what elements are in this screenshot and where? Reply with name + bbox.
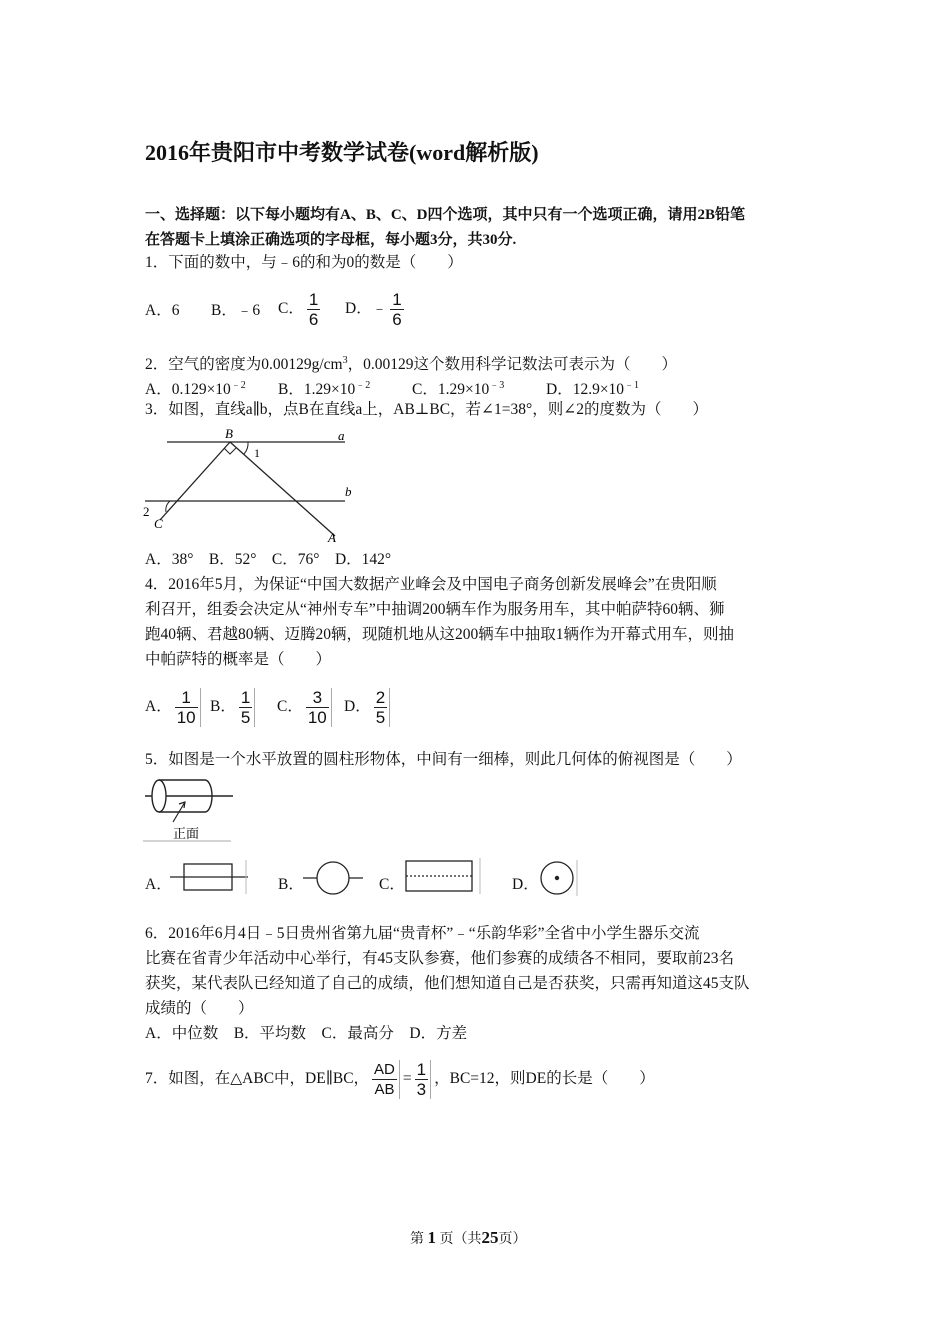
fraction-numerator: 1 xyxy=(416,1060,427,1079)
section-header-line2: 在答题卡上填涂正确选项的字母框，每小题3分，共30分. xyxy=(145,232,517,248)
fraction-numerator: 1 xyxy=(308,290,319,309)
fraction-numerator: 3 xyxy=(312,688,323,707)
q1-stem: 1．下面的数中，与﹣6的和为0的数是（ ） xyxy=(145,254,463,271)
q4-line2: 利召开，组委会决定从“神州专车”中抽调200辆车作为服务用车，其中帕萨特60辆、狮 xyxy=(145,601,725,618)
q7-fraction-ad-ab xyxy=(372,1060,400,1099)
q4-option-d xyxy=(344,688,393,727)
q1-option-c xyxy=(278,290,323,329)
q3-options: A．38° B．52° C．76° D．142° xyxy=(145,551,392,568)
q5-b-label: B． xyxy=(278,876,304,893)
fraction-numerator: AD xyxy=(374,1061,395,1078)
q6-line2: 比赛在省青少年活动中心举行，有45支队参赛，他们参赛的成绩各不相同，要取前23名 xyxy=(145,950,735,967)
label-angle-1: 1 xyxy=(254,446,260,460)
q4-d-fraction xyxy=(374,688,390,727)
q4-b-label: B． xyxy=(210,698,236,716)
fraction-denominator: 5 xyxy=(375,708,386,727)
fraction-numerator: 1 xyxy=(392,290,402,309)
q6-options: A．中位数 B．平均数 C．最高分 D．方差 xyxy=(145,1025,468,1042)
label-B: B xyxy=(225,426,233,441)
q2-c-base: C．1.29×10 xyxy=(412,381,490,399)
fraction-numerator: 1 xyxy=(181,688,191,707)
q2-superscript: 3 xyxy=(342,355,348,366)
q1-c-label: C． xyxy=(278,300,304,318)
q4-option-a xyxy=(145,688,204,727)
q2-stem-text: 2．空气的密度为0.00129g/cm xyxy=(145,356,343,374)
q1-option-a: A．6 xyxy=(145,302,180,319)
fraction-denominator: AB xyxy=(374,1081,395,1098)
q5-option-c-figure xyxy=(402,858,482,896)
q2-d-base: D．12.9×10 xyxy=(546,381,625,399)
q7-fraction-one-third xyxy=(415,1060,431,1099)
q5-a-label: A． xyxy=(145,876,172,893)
center-dot xyxy=(555,876,559,880)
q4-b-fraction xyxy=(239,688,255,727)
q2-a-exp: ﹣2 xyxy=(230,380,246,391)
label-b: b xyxy=(345,484,352,499)
q6-line3: 获奖，某代表队已经知道了自己的成绩，他们想知道自己是否获奖，只需再知道这45支队 xyxy=(145,975,750,992)
q4-option-c xyxy=(277,688,335,727)
q5-c-label: C． xyxy=(379,876,405,893)
q4-line3: 跑40辆、君越80辆、迈腾20辆，现随机地从这200辆车中抽取1辆作为开幕式用车，则抽 xyxy=(145,626,735,643)
q4-option-b xyxy=(210,688,258,727)
q7-stem xyxy=(145,1060,655,1099)
q4-c-label: C． xyxy=(277,698,303,716)
fraction-denominator: 3 xyxy=(416,1080,427,1099)
page-footer xyxy=(410,1228,527,1248)
q1-option-d xyxy=(345,290,407,329)
q7-stem-text: 7．如图，在△ABC中，DE∥BC， xyxy=(145,1070,370,1088)
segment-ba xyxy=(230,442,335,536)
q1-d-fraction xyxy=(390,290,403,329)
q4-line4: 中帕萨特的概率是（ ） xyxy=(145,651,332,668)
section-header-line1: 一、选择题：以下每小题均有A、B、C、D四个选项，其中只有一个选项正确，请用2B铅笔 xyxy=(145,207,746,223)
q1-d-label: D． xyxy=(345,300,372,318)
label-a: a xyxy=(338,428,345,443)
fraction-denominator: 6 xyxy=(392,310,402,329)
q3-stem: 3．如图，直线a∥b，点B在直线a上，AB⊥BC，若∠1=38°，则∠2的度数为（ ） xyxy=(145,401,708,418)
q7-stem-text-2: ，BC=12，则DE的长是（ ） xyxy=(434,1070,655,1088)
fraction-denominator: 10 xyxy=(176,708,196,727)
page-title: 2016年贵阳市中考数学试卷(word解析版) xyxy=(145,140,539,165)
q1-d-sign: ﹣ xyxy=(371,300,388,318)
label-C: C xyxy=(154,516,163,531)
q1-c-fraction xyxy=(307,290,320,329)
q5-d-label: D． xyxy=(512,876,539,893)
footer-middle: 页（共 xyxy=(439,1232,482,1247)
fraction-denominator: 6 xyxy=(308,310,319,329)
q5-cylinder-figure xyxy=(143,774,235,842)
q5-option-b-figure xyxy=(301,858,365,898)
q4-a-fraction xyxy=(175,688,201,727)
q1-option-b: B．﹣6 xyxy=(211,302,261,319)
q3-parallel-lines-figure xyxy=(140,424,360,544)
segment-bc xyxy=(160,442,230,520)
q5-stem: 5．如图是一个水平放置的圆柱形物体，中间有一细棒，则此几何体的俯视图是（ ） xyxy=(145,751,742,768)
footer-suffix: 页） xyxy=(498,1232,527,1247)
q4-a-label: A． xyxy=(145,698,172,716)
q4-c-fraction xyxy=(306,688,332,727)
q5-option-a-figure xyxy=(170,860,250,896)
label-A: A xyxy=(328,530,336,544)
q2-b-base: B．1.29×10 xyxy=(278,381,356,399)
label-angle-2: 2 xyxy=(143,504,150,519)
fraction-denominator: 10 xyxy=(307,708,327,727)
q2-a-base: A．0.129×10 xyxy=(145,381,231,399)
footer-prefix: 第 xyxy=(410,1232,424,1247)
cylinder-left-face xyxy=(152,780,166,812)
fraction-denominator: 5 xyxy=(240,708,251,727)
fraction-numerator: 1 xyxy=(240,688,251,707)
right-angle-mark xyxy=(224,448,236,454)
circle xyxy=(317,862,349,894)
q4-d-label: D． xyxy=(344,698,371,716)
q2-d-exp: ﹣1 xyxy=(624,380,640,391)
q2-b-exp: ﹣2 xyxy=(355,380,371,391)
q6-line4: 成绩的（ ） xyxy=(145,1000,254,1017)
fraction-numerator: 2 xyxy=(375,688,386,707)
angle-1-arc xyxy=(244,442,248,454)
q5-option-d-figure xyxy=(537,858,579,898)
q2-c-exp: ﹣3 xyxy=(489,380,505,391)
q7-equals: = xyxy=(402,1070,412,1088)
page-total: 25 xyxy=(481,1228,499,1247)
q4-line1: 4．2016年5月，为保证“中国大数据产业峰会及中国电子商务创新发展峰会”在贵阳顺 xyxy=(145,576,717,593)
q2-stem-text-2: ，0.00129这个数用科学记数法可表示为（ ） xyxy=(347,356,678,374)
q6-line1: 6．2016年6月4日﹣5日贵州省第九届“贵青杯”﹣“乐韵华彩”全省中小学生器乐交流 xyxy=(145,925,700,942)
front-view-label: 正面 xyxy=(173,826,200,841)
page-number: 1 xyxy=(427,1228,436,1247)
